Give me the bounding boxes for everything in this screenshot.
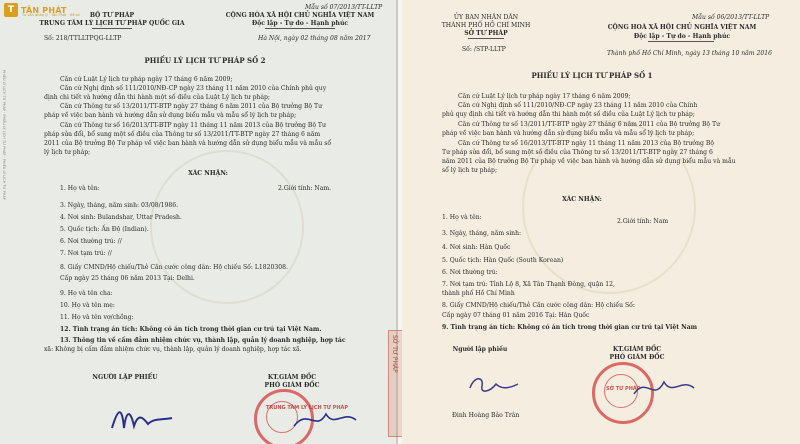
basis-line: phủ quy định chi tiết và hướng dẫn thi hành một số điều của Luật Lý lịch tư pháp; xyxy=(442,111,695,118)
basis-line: lý lịch tư pháp; xyxy=(44,149,91,156)
field-line: 3. Ngày, tháng, năm sinh: 03/08/1986. xyxy=(60,202,179,209)
field-line: 9. Họ và tên cha: xyxy=(60,290,113,297)
agency-name: TRUNG TÂM LÝ LỊCH TƯ PHÁP QUỐC GIA xyxy=(39,20,185,27)
agency-underline xyxy=(468,38,504,39)
document-number: Số: 218/TTLLTPQG-LLTP xyxy=(44,35,122,42)
preparer-signature xyxy=(464,370,524,400)
brand-icon: T xyxy=(4,3,18,17)
stamp-text: SỞ TƯ PHÁP xyxy=(606,386,641,392)
document-date: Thành phố Hồ Chí Minh, ngày 13 tháng 10 năm 2016 xyxy=(607,50,773,57)
preparer-title: NGƯỜI LẬP PHIẾU xyxy=(92,374,158,381)
basis-line: định chi tiết và hướng dẫn thi hành một số điều của Luật Lý lịch tư pháp; xyxy=(44,94,270,101)
preparer-title: Người lập phiếu xyxy=(452,346,508,353)
republic-title: CỘNG HOÀ XÃ HỘI CHỦ NGHĨA VIỆT NAM xyxy=(607,24,757,31)
agency-mid: THÀNH PHỐ HỒ CHÍ MINH xyxy=(441,22,531,29)
preparer-name: Đinh Hoàng Bảo Trân xyxy=(452,412,520,419)
basis-line: Căn cứ Thông tư số 13/2011/TT-BTP ngày 27 tháng 6 năm 2011 của Bộ trưởng Bộ Tư xyxy=(60,103,323,110)
vertical-stamp-strip: SỞ TƯ PHÁP xyxy=(388,330,404,437)
form-number: Mẫu số 06/2013/TT-LLTP xyxy=(692,14,770,21)
basis-line: sổ lý lịch tư pháp; xyxy=(442,167,498,174)
brand-tagline: Tư vấn pháp lý · Tân Phát · Hồ sơ xyxy=(22,13,80,17)
field-line: 7. Nơi tạm trú: Tỉnh Lộ 8, Xã Tân Thạnh Đông, quận 12, xyxy=(442,281,615,288)
gender-field: 2.Giới tính: Nam xyxy=(617,218,669,225)
basis-line: pháp về việc ban hành và hướng dẫn sử dụng biểu mẫu và mẫu sổ lý lịch tư pháp; xyxy=(44,112,297,119)
document-number: Số: /STP-LLTP xyxy=(462,46,506,53)
basis-line: Căn cứ Thông tư số 16/2013/TT-BTP ngày 11 tháng 11 năm 2013 của Bộ trưởng Bộ xyxy=(458,140,714,147)
director-signature xyxy=(290,402,360,438)
field-line: 10. Họ và tên mẹ: xyxy=(60,302,115,309)
side-notes: PHIẾU LÝ LỊCH TƯ PHÁP · PHIẾU LÝ LỊCH TƯ PHÁP · PHIẾU LÝ LỊCH TƯ PHÁP xyxy=(2,70,6,200)
document-title: PHIẾU LÝ LỊCH TƯ PHÁP SỐ 2 xyxy=(144,56,266,65)
field-line: 9. Tình trạng án tích: Không có án tích trong thời gian cư trú tại Việt Nam xyxy=(442,324,698,331)
field-line: 7. Nơi tạm trú: // xyxy=(60,250,112,257)
motto-underline xyxy=(265,28,335,29)
basis-line: Căn cứ Nghị định số 111/2010/NĐ-CP ngày 23 tháng 11 năm 2010 của Chính xyxy=(458,102,698,109)
basis-line: pháp về việc ban hành và hướng dẫn sử dụng biểu mẫu và mẫu sổ lý lịch tư pháp; xyxy=(442,130,695,137)
field-line: Cấp ngày 07 tháng 01 năm 2016 Tại: Hàn Quốc xyxy=(442,312,590,319)
agency-underline xyxy=(92,28,132,29)
basis-line: pháp sửa đổi, bổ sung một số điều của Thông tư số 13/2011/TT-BTP ngày 27 tháng 6 năm xyxy=(44,131,321,138)
director-signature xyxy=(630,372,700,408)
agency-top: ỦY BAN NHÂN DÂN xyxy=(453,14,519,21)
field-line: xã: Không bị cấm đảm nhiệm chức vụ, thành lập, quản lý doanh nghiệp, hợp tác xã. xyxy=(44,346,302,353)
preparer-signature xyxy=(108,398,178,438)
motto: Độc lập - Tự do - Hạnh phúc xyxy=(251,20,349,27)
field-line: 4. Nơi sinh: Hàn Quốc xyxy=(442,244,511,251)
basis-line: Căn cứ Luật Lý lịch tư pháp ngày 17 tháng 6 năm 2009; xyxy=(60,76,233,83)
signer-subtitle: PHÓ GIÁM ĐỐC xyxy=(264,382,320,389)
document-title: PHIẾU LÝ LỊCH TƯ PHÁP SỐ 1 xyxy=(531,71,653,80)
agency-top: BỘ TƯ PHÁP xyxy=(89,12,135,19)
confirm-heading: XÁC NHẬN: xyxy=(188,170,228,177)
field-line: 6. Nơi thường trú: xyxy=(442,269,498,276)
motto-underline xyxy=(648,41,714,42)
basis-line: Căn cứ Luật Lý lịch tư pháp ngày 17 tháng 6 năm 2009; xyxy=(458,93,631,100)
field-line: 6. Nơi thường trú: // xyxy=(60,238,122,245)
basis-line: 2011 của Bộ trưởng Bộ Tư pháp về việc ban hành và hướng dẫn sử dụng biểu mẫu và mẫu sổ xyxy=(44,140,332,147)
field-line: 13. Thông tin về cấm đảm nhiệm chức vụ, thành lập, quản lý doanh nghiệp, hợp tác xyxy=(60,337,346,344)
signer-subtitle: PHÓ GIÁM ĐỐC xyxy=(609,354,665,361)
stamp-text: TRUNG TÂM LÝ LỊCH TƯ PHÁP xyxy=(266,405,349,411)
field-line: 5. Quốc tịch: Ấn Độ (Indian). xyxy=(60,226,149,233)
field-line: 3. Ngày, tháng, năm sinh: xyxy=(442,230,522,237)
field-line: thành phố Hồ Chí Minh xyxy=(442,290,515,297)
basis-line: năm 2011 của Bộ trưởng Bộ Tư pháp về việc ban hành và hướng dẫn sử dụng biểu mẫu và mẫu xyxy=(442,158,736,165)
field-line: 1. Họ và tên: xyxy=(442,214,482,221)
field-line: 8. Giấy CMND/Hộ chiếu/Thẻ Căn cước công dân: Hộ chiếu Số: L1820308. xyxy=(60,264,288,271)
field-line: Cấp ngày 25 tháng 06 năm 2013 Tại: Delhi. xyxy=(60,275,195,282)
brand-name: TÂN PHÁT xyxy=(21,5,67,15)
motto: Độc lập - Tự do - Hạnh phúc xyxy=(633,33,731,40)
basis-line: Căn cứ Nghị định số 111/2010/NĐ-CP ngày 23 tháng 11 năm 2010 của Chính phủ quy xyxy=(60,85,327,92)
field-line: 8. Giấy CMND/Hộ chiếu/Thẻ Căn cước công dân: Hộ chiếu Số: xyxy=(442,302,635,309)
brand-logo xyxy=(4,3,67,17)
basis-line: Căn cứ Thông tư số 16/2013/TT-BTP ngày 11 tháng 11 năm 2013 của Bộ trưởng Bộ Tư xyxy=(60,122,326,129)
field-line: 11. Họ và tên vợ/chồng: xyxy=(60,314,134,321)
right-document xyxy=(402,0,800,444)
field-line: 1. Họ và tên: xyxy=(60,185,100,192)
agency-name: SỞ TƯ PHÁP xyxy=(464,30,508,37)
left-document xyxy=(0,0,398,444)
confirm-heading: XÁC NHẬN: xyxy=(562,196,602,203)
basis-line: Tư pháp sửa đổi, bổ sung một số điều của Thông tư số 13/2011/TT-BTP ngày 27 tháng 6 xyxy=(442,149,713,156)
basis-line: Căn cứ Thông tư số 13/2011/TT-BTP ngày 27 tháng 6 năm 2011 của Bộ trưởng Bộ Tư xyxy=(458,121,721,128)
document-date: Hà Nội, ngày 02 tháng 08 năm 2017 xyxy=(258,35,371,42)
republic-title: CỘNG HÒA XÃ HỘI CHỦ NGHĨA VIỆT NAM xyxy=(225,12,375,19)
form-number: Mẫu số 07/2013/TT-LLTP xyxy=(305,4,383,11)
field-line: 5. Quốc tịch: Hàn Quốc (South Korean) xyxy=(442,257,564,264)
signer-title: KT.GIÁM ĐỐC xyxy=(612,346,662,353)
field-line: 12. Tình trạng án tích: Không có án tích trong thời gian cư trú tại Việt Nam. xyxy=(60,326,322,333)
gender-field: 2.Giới tính: Nam. xyxy=(278,185,332,192)
field-line: 4. Nơi sinh: Bulandshar, Uttar Pradesh. xyxy=(60,214,182,221)
signer-title: KT.GIÁM ĐỐC xyxy=(267,374,317,381)
